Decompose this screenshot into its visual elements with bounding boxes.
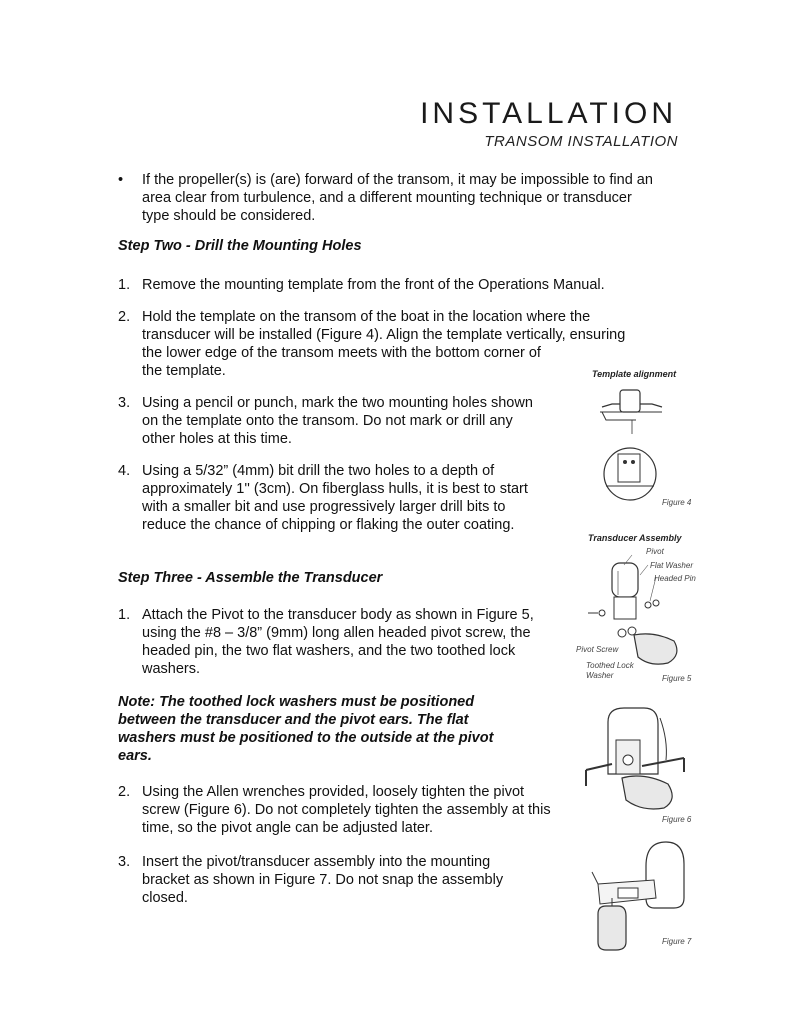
figure-4-illustration [592,382,692,502]
figure-5-label-pivot: Pivot [646,547,664,556]
figure-5-label-toothed-lock-washer: Toothed Lock [586,661,634,670]
item-text: Using the Allen wrenches provided, loosely tighten the pivot screw (Figure 6). Do not completely tighten the assembly at this time, so the pivot angle can be adjusted later. [142,784,551,836]
figure-4-caption: Figure 4 [662,498,692,507]
figure-5-title: Transducer Assembly [588,533,682,543]
item-text: Using a 5/32” (4mm) bit drill the two holes to a depth of approximately 1'' (3cm). On fiberglass hulls, it is best to start with a smaller bit and use progressively larger drill bits to reduce the chance of chipping or flaking the outer coating. [142,463,528,533]
item-number: 3. [118,854,131,870]
item-number: 2. [118,309,131,325]
figure-5-label-headed-pin: Headed Pin [654,574,696,583]
figure-5-caption: Figure 5 [662,674,692,683]
figure-7-caption: Figure 7 [662,937,692,946]
page-title: INSTALLATION [420,97,677,130]
note-text: Note: The toothed lock washers must be positioned between the transducer and the pivot ears. The flat washers must be positioned to the outside at the pivot ears. [118,694,494,764]
item-text-narrow: the lower edge of the transom meets with the bottom corner of the template. [142,345,541,379]
item-text: Using a pencil or punch, mark the two mounting holes shown on the template onto the transom. Do not mark or drill any other holes at this time. [142,395,533,447]
page-subtitle: TRANSOM INSTALLATION [484,133,678,150]
figure-5-label-flat-washer: Flat Washer [650,561,693,570]
step-three-heading: Step Three - Assemble the Transducer [118,570,383,586]
item-number: 1. [118,277,131,293]
item-text-wide: Hold the template on the transom of the boat in the location where the transducer will be installed (Figure 4). Align the template vertically, ensuring [142,309,626,343]
figure-6-caption: Figure 6 [662,815,692,824]
item-number: 3. [118,395,131,411]
figure-6-illustration [582,700,692,818]
figure-5-label-pivot-screw: Pivot Screw [576,645,619,654]
figure-4-title: Template alignment [592,369,677,379]
item-number: 2. [118,784,131,800]
figure-5-label-toothed-lock-washer-2: Washer [586,671,614,680]
item-text: Attach the Pivot to the transducer body as shown in Figure 5, using the #8 – 3/8” (9mm) long allen headed pivot screw, the headed pin, the two flat washers, and the two toothed lock washers. [142,607,534,677]
bullet-symbol: • [118,172,124,188]
step-two-heading: Step Two - Drill the Mounting Holes [118,238,362,254]
item-number: 1. [118,607,131,623]
item-text: Remove the mounting template from the front of the Operations Manual. [142,277,605,293]
item-text: Insert the pivot/transducer assembly into the mounting bracket as shown in Figure 7. Do not snap the assembly closed. [142,854,504,906]
item-number: 4. [118,463,131,479]
bullet-text: If the propeller(s) is (are) forward of the transom, it may be impossible to find an area clear from turbulence, and a different mounting technique or transducer type should be considered. [142,172,653,224]
